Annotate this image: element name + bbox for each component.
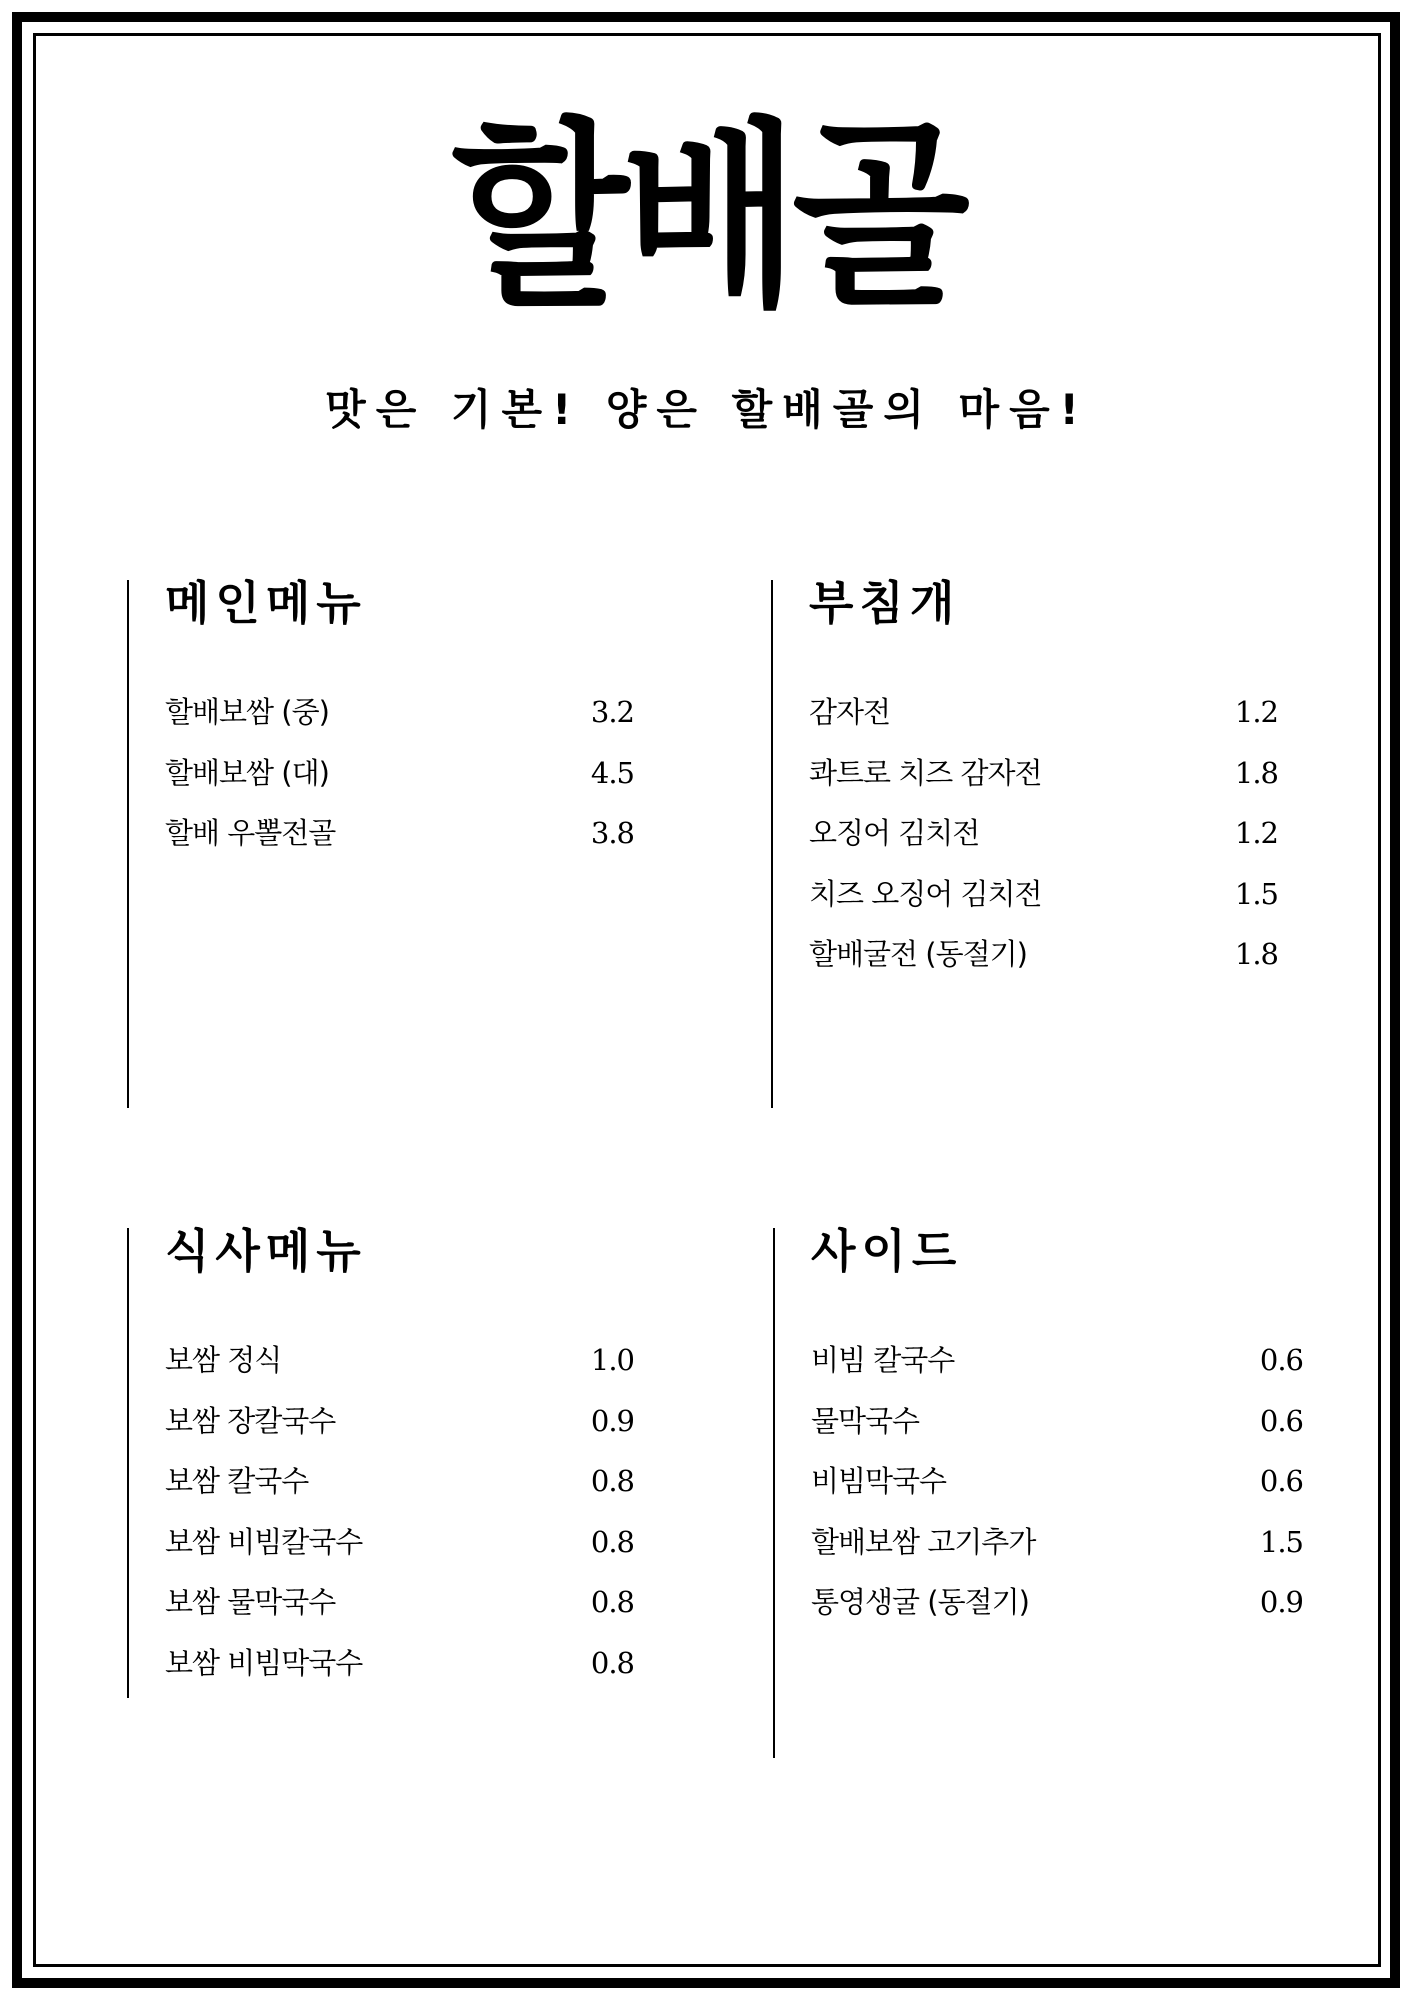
- menu-item-name: 비빔막국수: [811, 1464, 947, 1498]
- menu-item-name: 감자전: [809, 695, 891, 729]
- menu-item: [165, 1403, 634, 1467]
- menu-item-price: 1.8: [1234, 937, 1278, 971]
- menu-item-price: 0.8: [590, 1464, 634, 1498]
- menu-item-name: 콰트로 치즈 감자전: [809, 755, 1042, 790]
- section-title: 사이드: [811, 1224, 963, 1278]
- tagline: 맛은 기본! 양은 할배골의 마음!: [325, 385, 1089, 434]
- menu-item: [811, 1345, 1303, 1406]
- menu-item-name: 할배굴전 (동절기): [809, 937, 1027, 971]
- menu-item: [809, 697, 1278, 758]
- menu-item-name: 할배보쌈 (중): [165, 695, 329, 729]
- menu-list: [811, 1345, 1303, 1648]
- menu-item-name: 할배 우뽈전골: [165, 816, 336, 850]
- menu-item-price: 0.9: [590, 1403, 634, 1438]
- menu-item-price: 1.2: [1234, 816, 1278, 850]
- menu-item-name: 보쌈 비빔막국수: [165, 1645, 363, 1680]
- menu-item-price: 1.5: [1259, 1524, 1303, 1559]
- menu-item-price: 0.8: [590, 1645, 634, 1680]
- menu-item-name: 할배보쌈 (대): [165, 755, 329, 790]
- menu-item: [811, 1403, 1303, 1467]
- menu-item-price: 0.6: [1259, 1403, 1303, 1438]
- section-divider-line: [771, 580, 773, 1108]
- menu-item-name: 할배보쌈 고기추가: [811, 1524, 1036, 1559]
- menu-item: [165, 1587, 634, 1648]
- menu-item: [165, 755, 634, 819]
- section-divider-line: [127, 1228, 129, 1698]
- menu-item: [811, 1524, 1303, 1588]
- menu-item-name: 통영생굴 (동절기): [811, 1585, 1029, 1619]
- menu-item-price: 3.8: [590, 816, 634, 850]
- menu-item: [809, 876, 1278, 940]
- menu-item-name: 치즈 오징어 김치전: [809, 876, 1042, 911]
- menu-item-price: 0.9: [1259, 1585, 1303, 1619]
- section-title: 식사메뉴: [165, 1224, 367, 1278]
- menu-item: [165, 1466, 634, 1527]
- menu-item-price: 0.8: [590, 1585, 634, 1619]
- menu-item-price: 0.6: [1259, 1343, 1303, 1377]
- menu-item-price: 3.2: [590, 695, 634, 729]
- menu-item-price: 1.8: [1234, 755, 1278, 790]
- menu-item: [165, 697, 634, 758]
- menu-item: [165, 818, 634, 879]
- menu-list: [165, 697, 634, 879]
- menu-item-name: 보쌈 정식: [165, 1343, 282, 1377]
- menu-item: [811, 1466, 1303, 1527]
- section-title: 부침개: [809, 576, 961, 630]
- menu-item-name: 물막국수: [811, 1403, 920, 1438]
- menu-item-name: 보쌈 물막국수: [165, 1585, 336, 1619]
- menu-item: [165, 1345, 634, 1406]
- section-title: 메인메뉴: [165, 576, 367, 630]
- menu-list: [809, 697, 1278, 1000]
- menu-item-name: 보쌈 장칼국수: [165, 1403, 336, 1438]
- menu-item-price: 0.6: [1259, 1464, 1303, 1498]
- section-divider-line: [127, 580, 129, 1108]
- section-divider-line: [773, 1228, 775, 1758]
- menu-item-price: 1.0: [590, 1343, 634, 1377]
- menu-item-name: 보쌈 칼국수: [165, 1464, 309, 1498]
- menu-item-name: 보쌈 비빔칼국수: [165, 1524, 363, 1559]
- menu-item-price: 4.5: [590, 755, 634, 790]
- menu-list: [165, 1345, 634, 1708]
- menu-item-price: 0.8: [590, 1524, 634, 1559]
- menu-item-name: 오징어 김치전: [809, 816, 980, 850]
- menu-item: [165, 1645, 634, 1709]
- menu-item-price: 1.5: [1234, 876, 1278, 911]
- menu-item: [809, 818, 1278, 879]
- menu-item: [165, 1524, 634, 1588]
- menu-item: [809, 939, 1278, 1000]
- menu-item-price: 1.2: [1234, 695, 1278, 729]
- restaurant-title: 할배골: [451, 101, 963, 334]
- menu-item: [811, 1587, 1303, 1648]
- menu-item-name: 비빔 칼국수: [811, 1343, 955, 1377]
- menu-item: [809, 755, 1278, 819]
